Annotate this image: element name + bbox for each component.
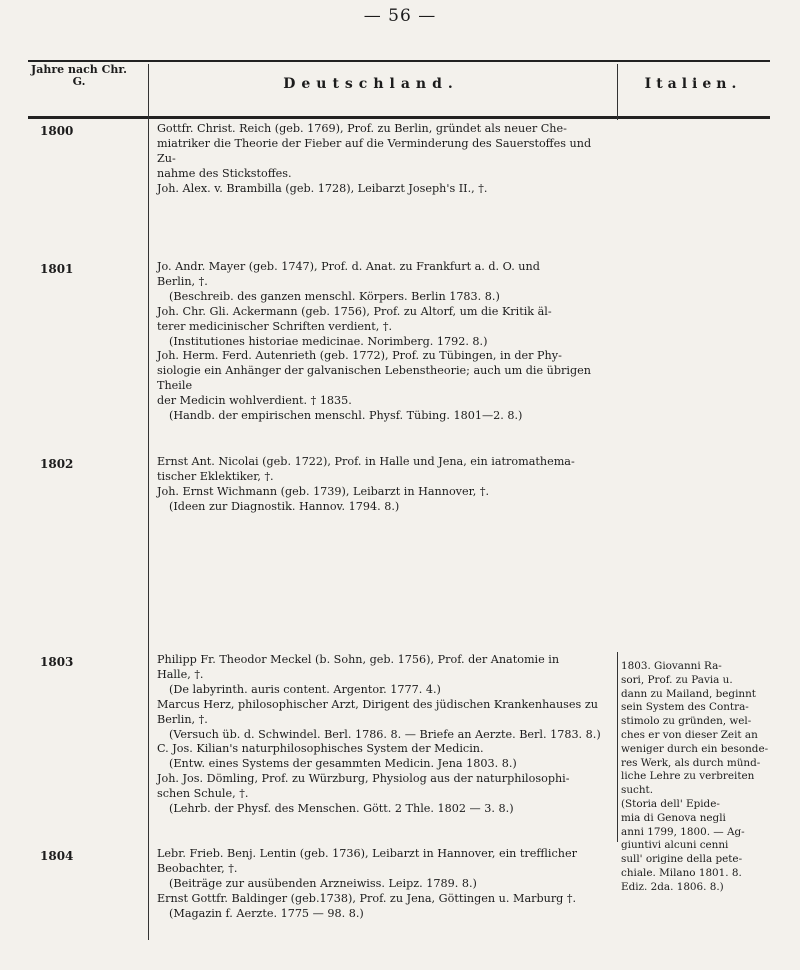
- entry-line: tischer Eklektiker, †.: [157, 469, 274, 483]
- year-1800: 1800: [40, 124, 74, 138]
- italy-line: anni 1799, 1800. — Ag-: [621, 825, 745, 838]
- column-divider-italy-header: [617, 64, 618, 120]
- entry-line: Ernst Gottfr. Baldinger (geb.1738), Prof. zu Jena, Göttingen u. Marburg †.: [157, 891, 577, 905]
- italy-line: sori, Prof. zu Pavia u.: [621, 673, 733, 686]
- italy-line: dann zu Mailand, beginnt: [621, 687, 756, 700]
- entry-citation: (Handb. der empirischen menschl. Physf. Tübing. 1801—2. 8.): [169, 409, 523, 423]
- entry-citation: (Entw. eines Systems der gesammten Medicin. Jena 1803. 8.): [169, 757, 517, 771]
- year-1801: 1801: [40, 262, 74, 276]
- entries-1800: [157, 122, 613, 197]
- entry-line: Marcus Herz, philosophischer Arzt, Dirigent des jüdischen Krankenhauses zu: [157, 697, 598, 711]
- entries-1804: [157, 847, 613, 922]
- italy-column-header: Italien.: [644, 76, 742, 92]
- entry-citation: (Ideen zur Diagnostik. Hannov. 1794. 8.): [169, 499, 400, 513]
- italy-line: liche Lehre zu verbreiten: [621, 770, 755, 783]
- entry-citation: (Beschreib. des ganzen menschl. Körpers. Berlin 1783. 8.): [169, 289, 500, 303]
- entry-citation: (Institutiones historiae medicinae. Norimberg. 1792. 8.): [169, 334, 488, 348]
- entry-line: C. Jos. Kilian's naturphilosophisches System der Medicin.: [157, 742, 484, 756]
- year-1802: 1802: [40, 457, 74, 471]
- italy-line: (Storia dell' Epide-: [621, 797, 720, 810]
- entries-1802: [157, 455, 613, 515]
- italy-line: res Werk, als durch münd-: [621, 756, 761, 769]
- entry-line: Joh. Chr. Gli. Ackermann (geb. 1756), Prof. zu Altorf, um die Kritik äl-: [157, 304, 552, 318]
- entry-line: Philipp Fr. Theodor Meckel (b. Sohn, geb. 1756), Prof. der Anatomie in: [157, 653, 560, 666]
- italy-line: chiale. Milano 1801. 8.: [621, 866, 742, 879]
- years-column-header: Jahre nach Chr. G.: [31, 63, 127, 88]
- entry-line: Jo. Andr. Mayer (geb. 1747), Prof. d. Anat. zu Frankfurt a. d. O. und: [157, 260, 540, 273]
- entry-line: nahme des Stickstoffes.: [157, 166, 292, 180]
- italy-line: ches er von dieser Zeit an: [621, 728, 758, 741]
- italy-entry-1803: [621, 660, 771, 895]
- italy-line: Ediz. 2da. 1806. 8.): [621, 880, 724, 893]
- entry-line: Halle, †.: [157, 667, 204, 681]
- entry-citation: (Magazin f. Aerzte. 1775 — 98. 8.): [169, 906, 364, 920]
- entry-line: Joh. Alex. v. Brambilla (geb. 1728), Leibarzt Joseph's II., †.: [157, 181, 488, 195]
- entry-line: Beobachter, †.: [157, 861, 238, 875]
- header-top-rule: [28, 60, 770, 62]
- italy-line: sull' origine della pete-: [621, 853, 743, 866]
- entry-line: Joh. Jos. Dömling, Prof. zu Würzburg, Physiolog aus der naturphilosophi-: [157, 772, 570, 786]
- italy-line: stimolo zu gründen, wel-: [621, 715, 752, 728]
- entry-line: terer medicinischer Schriften verdient, †.: [157, 319, 393, 333]
- italy-line: sein System des Contra-: [621, 701, 749, 714]
- column-divider-italy: [617, 652, 618, 842]
- italy-line: mia di Genova negli: [621, 811, 726, 824]
- entry-line: Berlin, †.: [157, 274, 208, 288]
- entry-line: Ernst Ant. Nicolai (geb. 1722), Prof. in Halle und Jena, ein iatromathema-: [157, 455, 575, 468]
- entry-citation: (De labyrinth. auris content. Argentor. 1777. 4.): [169, 682, 441, 696]
- entry-citation: (Beiträge zur ausübenden Arzneiwiss. Leipz. 1789. 8.): [169, 876, 477, 890]
- entries-1803: [157, 653, 613, 817]
- entry-citation: (Versuch üb. d. Schwindel. Berl. 1786. 8. — Briefe an Aerzte. Berl. 1783. 8.): [169, 727, 601, 741]
- italy-line: 1803. Giovanni Ra-: [621, 660, 722, 672]
- entry-line: Lebr. Frieb. Benj. Lentin (geb. 1736), Leibarzt in Hannover, ein trefflicher: [157, 847, 577, 860]
- year-1803: 1803: [40, 655, 74, 669]
- entry-line: siologie ein Anhänger der galvanischen Lebenstheorie; auch um die übrigen Theile: [157, 364, 591, 393]
- page-number: — 56 —: [363, 6, 437, 26]
- header-bottom-rule: [28, 116, 770, 119]
- italy-line: weniger durch ein besonde-: [621, 742, 769, 755]
- entry-line: der Medicin wohlverdient. † 1835.: [157, 394, 352, 408]
- italy-line: sucht.: [621, 784, 654, 797]
- table-header: [28, 64, 770, 114]
- column-divider-years: [148, 64, 149, 940]
- entry-line: Berlin, †.: [157, 712, 208, 726]
- entry-line: Joh. Herm. Ferd. Autenrieth (geb. 1772), Prof. zu Tübingen, in der Phy-: [157, 349, 562, 363]
- italy-line: giuntivi alcuni cenni: [621, 839, 729, 852]
- entry-line: Joh. Ernst Wichmann (geb. 1739), Leibarzt in Hannover, †.: [157, 484, 490, 498]
- entry-citation: (Lehrb. der Physf. des Menschen. Gött. 2 Thle. 1802 — 3. 8.): [169, 802, 514, 816]
- entry-line: schen Schule, †.: [157, 787, 249, 801]
- entry-line: miatriker die Theorie der Fieber auf die Verminderung des Sauerstoffes und Zu-: [157, 136, 592, 165]
- year-1804: 1804: [40, 849, 74, 863]
- germany-column-header: Deutschland.: [283, 76, 459, 92]
- entries-1801: [157, 260, 613, 424]
- entry-line: Gottfr. Christ. Reich (geb. 1769), Prof. zu Berlin, gründet als neuer Che-: [157, 122, 567, 135]
